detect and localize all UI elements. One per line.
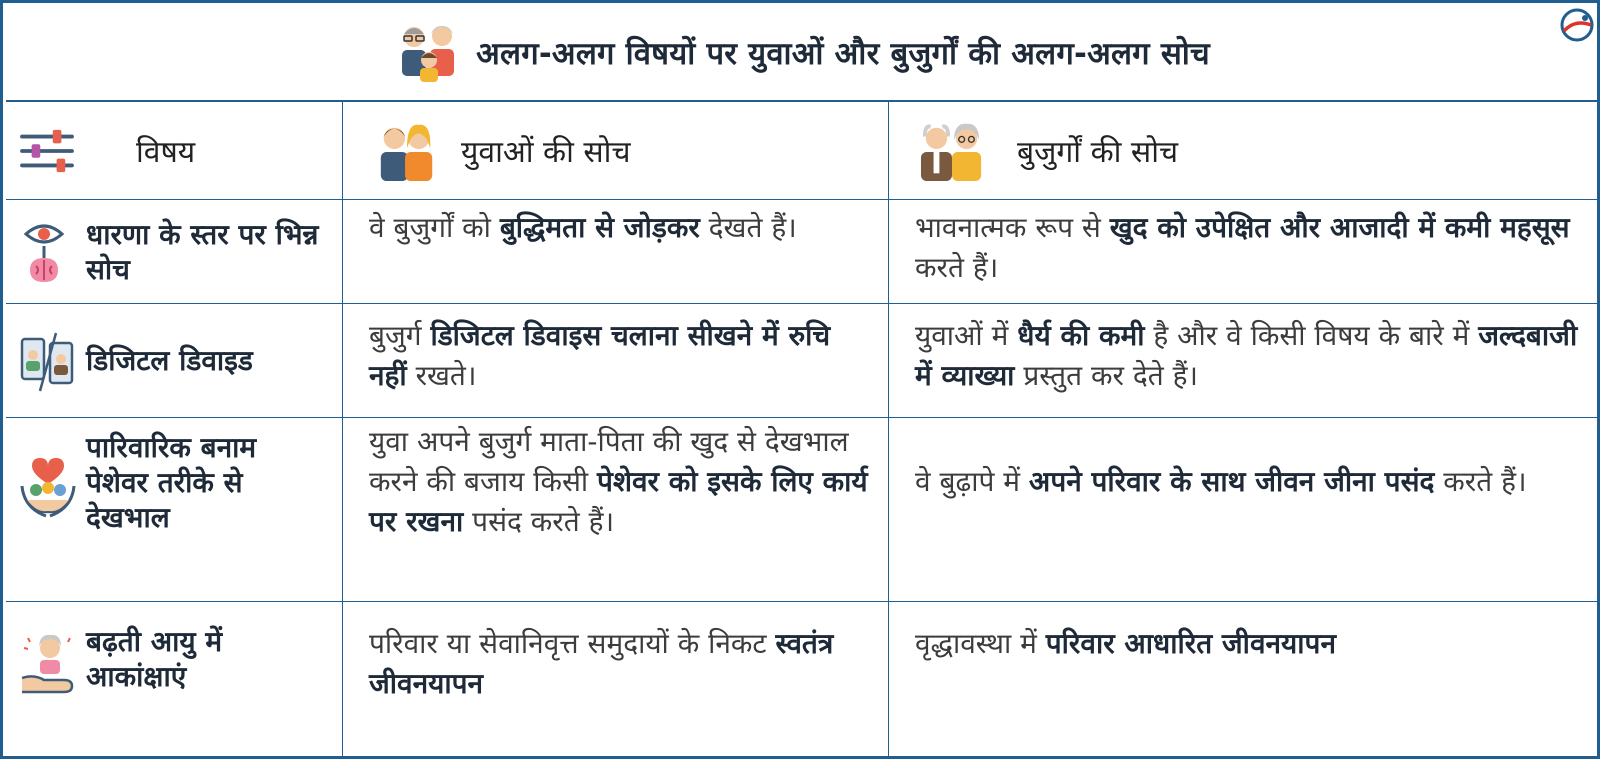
family-generations-icon: [396, 20, 462, 86]
bold-segment: बुद्धिमता से जोड़कर: [499, 211, 700, 244]
table-row: [6, 602, 1600, 759]
youth-text: [369, 316, 870, 396]
header-topic: [6, 102, 342, 199]
bold-segment: परिवार आधारित जीवनयापन: [1045, 627, 1336, 660]
header-youth-label: युवाओं की सोच: [461, 135, 631, 170]
title-bar: [6, 6, 1600, 102]
digital-devices-icon: [20, 329, 76, 393]
table-row: [6, 200, 1600, 304]
header-topic-label: विषय: [136, 135, 196, 170]
elderly-cell: [888, 304, 1600, 417]
family-care-hands-icon: [20, 456, 76, 520]
topic-cell: [6, 418, 342, 601]
text-segment: करते हैं।: [915, 250, 999, 284]
bold-segment: खुद को उपेक्षित और आजादी में कमी महसूस: [1109, 211, 1570, 244]
comparison-table: [6, 102, 1600, 759]
table-row: [6, 304, 1600, 418]
text-segment: वे बुढ़ापे में: [915, 465, 1029, 498]
youth-cell: [342, 418, 888, 601]
bold-segment: जल्दबाजी में व्याख्या: [915, 319, 1578, 392]
bold-segment: धैर्य की कमी: [1017, 319, 1145, 352]
elderly-couple-icon: [913, 119, 991, 183]
text-segment: परिवार या सेवानिवृत्त समुदायों के निकट: [369, 627, 776, 660]
youth-cell: [342, 304, 888, 417]
young-couple-icon: [375, 119, 439, 183]
text-segment: है और वे किसी विषय के बारे में: [1144, 319, 1479, 352]
page-title: अलग-अलग विषयों पर युवाओं और बुजुर्गों की अलग-अलग सोच: [476, 36, 1210, 72]
bold-segment: डिजिटल डिवाइस चलाना सीखने में रुचि नहीं: [369, 319, 831, 392]
elderly-text: [915, 208, 1582, 288]
elderly-cell: [888, 602, 1600, 759]
youth-cell: [342, 200, 888, 303]
topic-aspirations: [6, 602, 342, 759]
bold-segment: स्वतंत्र जीवनयापन: [369, 627, 834, 700]
topic-perception: [6, 200, 342, 303]
text-segment: रखते।: [406, 358, 477, 392]
topic-label: बढ़ती आयु में आकांक्षाएं: [86, 625, 223, 693]
elderly-cell: [888, 418, 1600, 601]
eye-brain-icon: [20, 220, 76, 284]
text-segment: बुजुर्ग: [369, 319, 431, 352]
text-segment: देखते हैं।: [699, 211, 797, 244]
text-segment: करते हैं।: [1434, 465, 1527, 498]
text-segment: युवा अपने बुजुर्ग माता-पिता की खुद से देखभाल करने की बजाय किसी: [369, 425, 849, 498]
youth-text: [369, 624, 870, 704]
topic-cell: [6, 304, 342, 417]
elderly-text: [915, 624, 1582, 664]
text-segment: प्रस्तुत कर देते हैं।: [1014, 358, 1199, 392]
youth-cell: [342, 602, 888, 759]
bold-segment: पेशेवर को इसके लिए कार्य पर रखना: [369, 464, 868, 538]
table-header-row: [6, 102, 1600, 200]
header-elderly: [888, 102, 1600, 199]
topic-label: पारिवारिक बनाम पेशेवर तरीके से देखभाल: [86, 431, 257, 534]
youth-text: [369, 422, 870, 541]
bold-segment: अपने परिवार के साथ जीवन जीना पसंद: [1028, 465, 1435, 498]
text-segment: पसंद करते हैं।: [463, 504, 615, 538]
topic-cell: [6, 602, 342, 759]
header-youth: [342, 102, 888, 199]
text-segment: युवाओं में: [915, 319, 1018, 352]
topic-label: धारणा के स्तर पर भिन्न सोच: [86, 217, 319, 286]
elderly-aspiration-hand-icon: [20, 632, 76, 696]
sliders-icon: [18, 127, 76, 175]
elderly-cell: [888, 200, 1600, 303]
text-segment: वृद्धावस्था में: [915, 627, 1046, 660]
elderly-text: [915, 316, 1582, 396]
table-row: [6, 418, 1600, 602]
text-segment: वे बुजुर्गों को: [369, 211, 500, 244]
elderly-text: [915, 462, 1582, 502]
text-segment: भावनात्मक रूप से: [915, 211, 1110, 244]
topic-care: [6, 418, 342, 601]
youth-text: [369, 208, 870, 248]
topic-cell: [6, 200, 342, 303]
header-elderly-label: बुजुर्गों की सोच: [1017, 135, 1179, 170]
topic-label: डिजिटल डिवाइड: [86, 344, 253, 377]
topic-digital-divide: [6, 304, 342, 417]
